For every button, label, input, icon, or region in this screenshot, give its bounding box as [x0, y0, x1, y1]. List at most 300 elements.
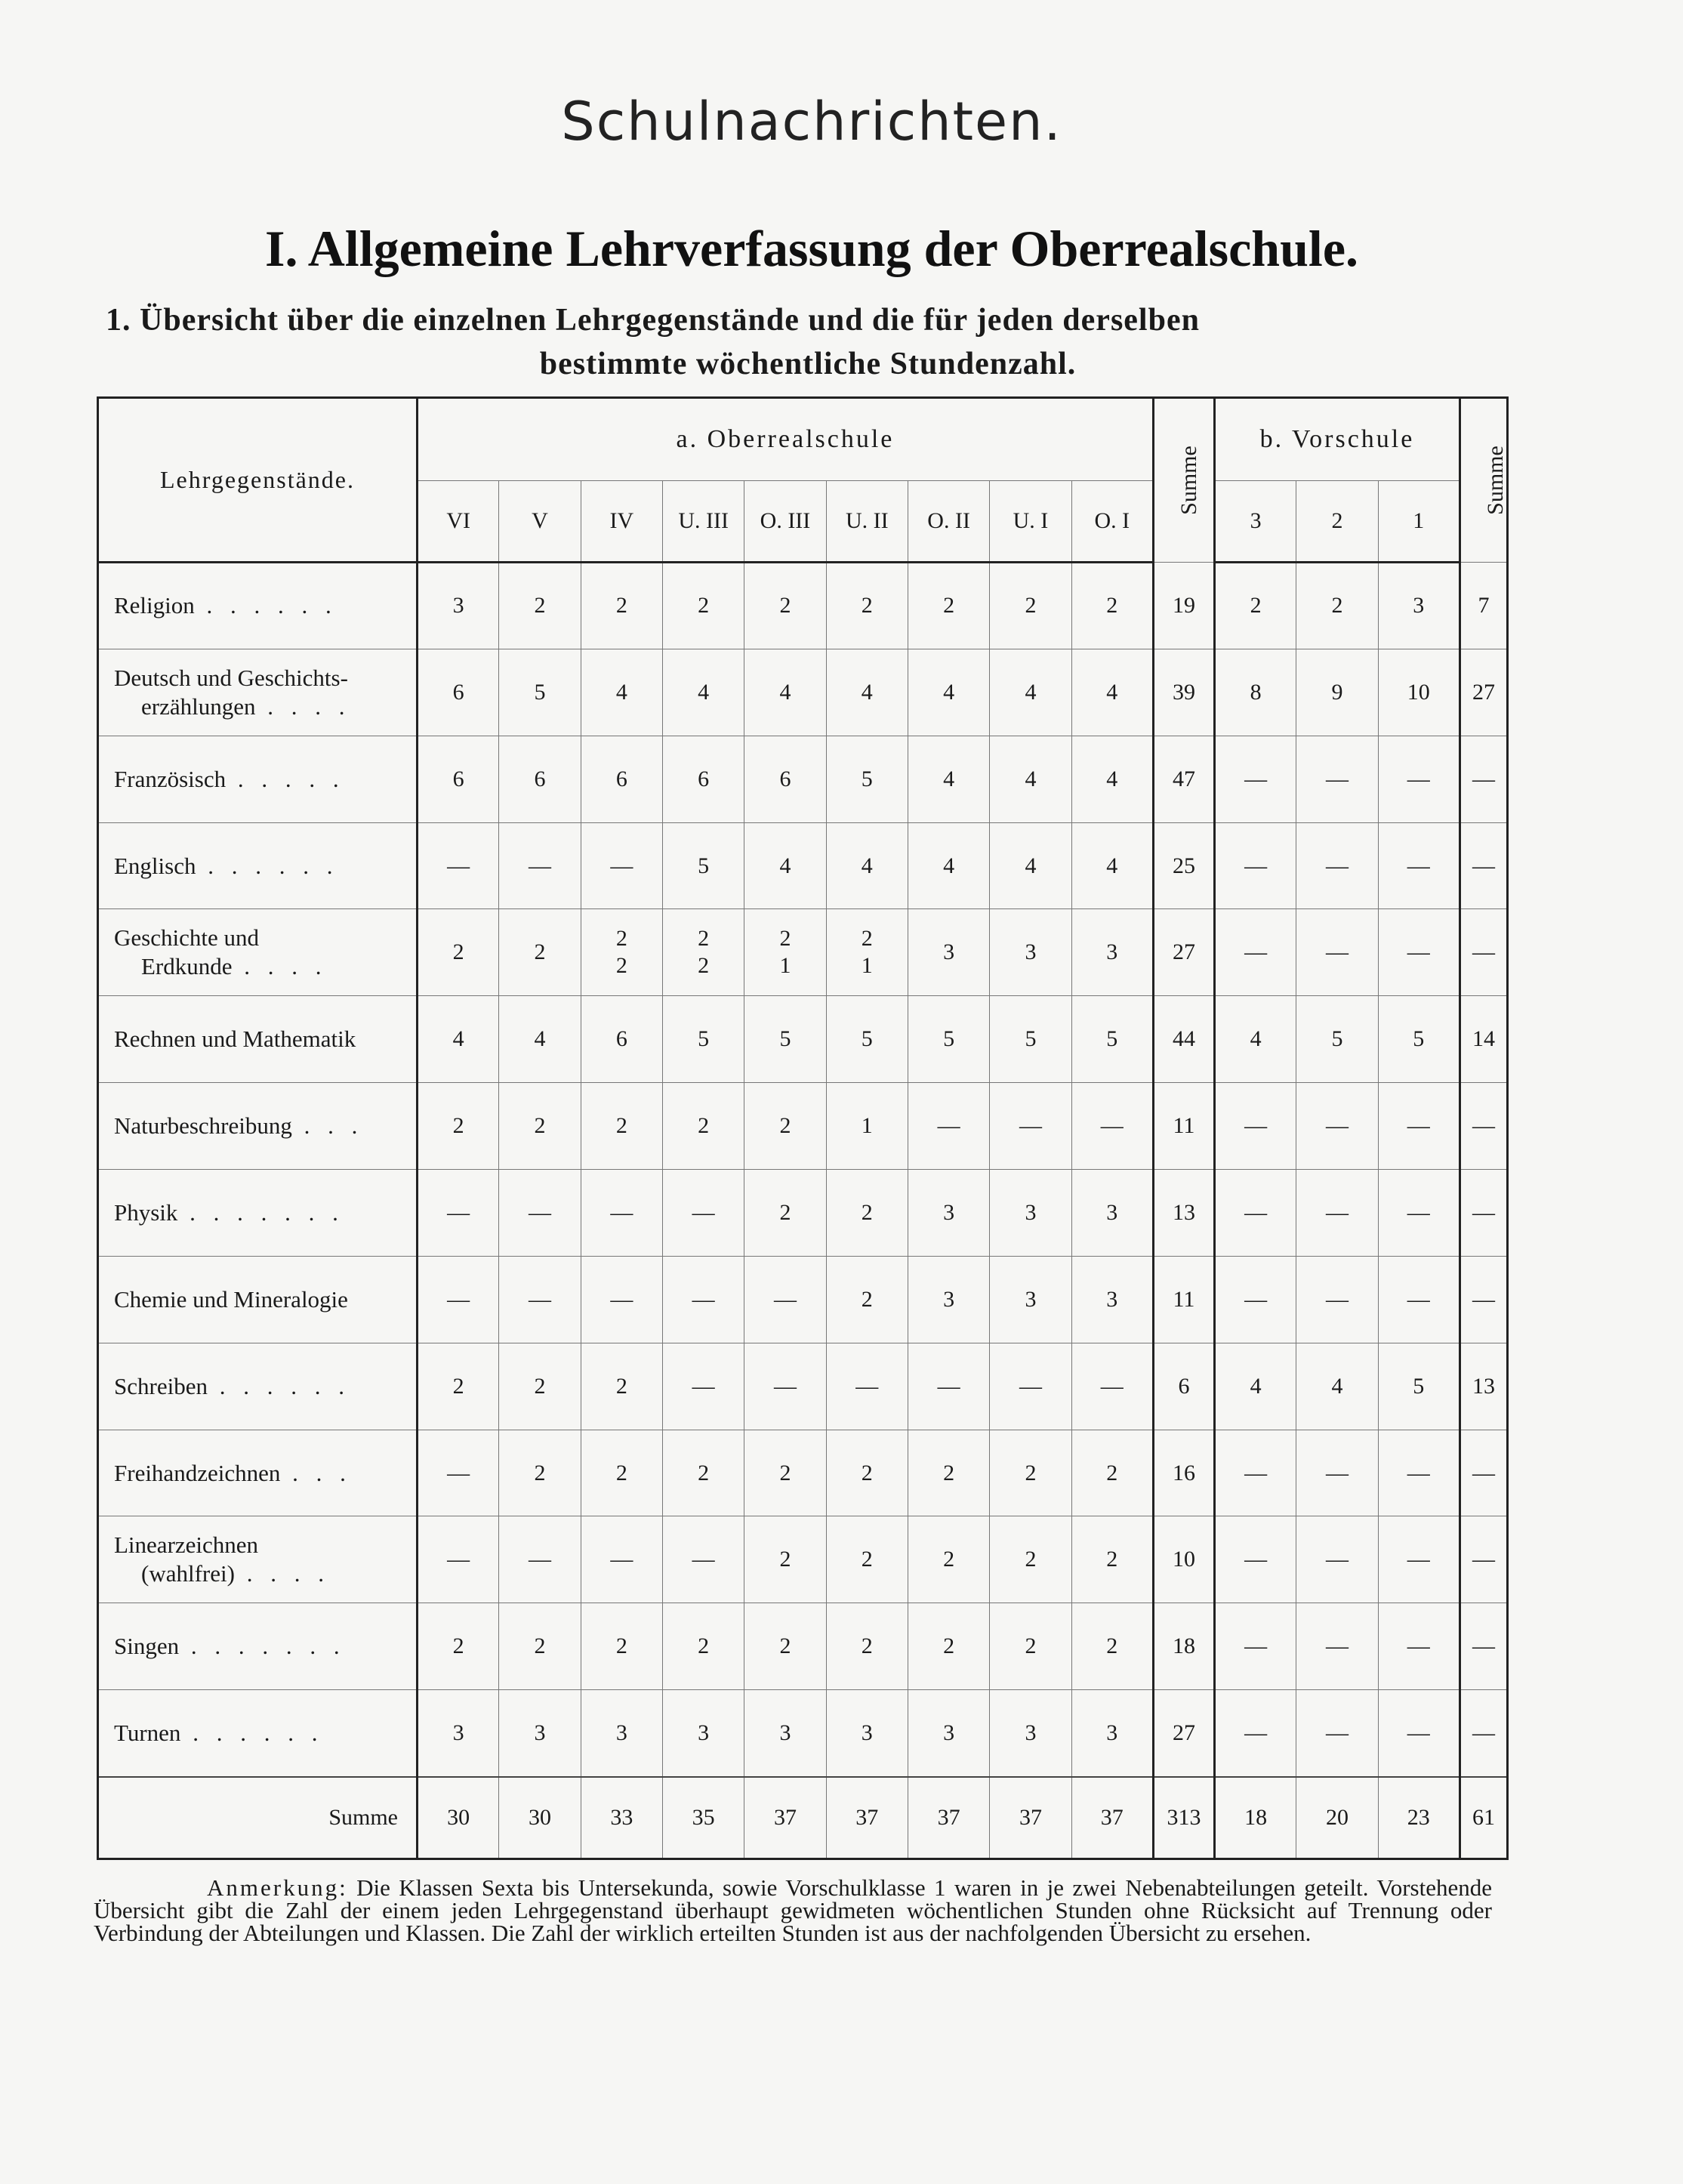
- hours-cell: 2: [1071, 1430, 1153, 1516]
- class-column-header: O. I: [1071, 481, 1153, 563]
- hours-cell: —: [418, 1430, 499, 1516]
- hours-cell: 2: [662, 1603, 744, 1690]
- lesson-table: [97, 396, 1509, 1860]
- subject-name: Religion: [114, 592, 195, 619]
- hours-cell: [581, 909, 662, 996]
- hours-cell: 2: [499, 909, 581, 996]
- vorschule-hours-cell: —: [1296, 1603, 1378, 1690]
- hours-cell: 2: [826, 1430, 908, 1516]
- hours-cell: —: [418, 1256, 499, 1343]
- footnote-label: Anmerkung:: [207, 1874, 348, 1901]
- hours-cell: 2: [581, 1343, 662, 1430]
- subject-cell: [98, 649, 418, 736]
- vorschule-hours-cell: —: [1214, 736, 1296, 822]
- hours-cell: 6: [581, 736, 662, 822]
- split-hours: [616, 925, 627, 979]
- hours-cell: 2: [826, 563, 908, 649]
- hours-cell: —: [581, 822, 662, 909]
- hours-cell: —: [499, 1256, 581, 1343]
- hours-cell: 2: [499, 1430, 581, 1516]
- row-sum-a: 19: [1153, 563, 1214, 649]
- hours-cell: 3: [908, 909, 989, 996]
- hours-cell: —: [990, 1083, 1071, 1170]
- vorschule-hours-cell: —: [1214, 909, 1296, 996]
- grand-sum-b: 61: [1460, 1777, 1508, 1859]
- subject-cell: [98, 1430, 418, 1516]
- class-column-header: O. III: [744, 481, 826, 563]
- grand-sum-a: 313: [1153, 1777, 1214, 1859]
- row-sum-a: 11: [1153, 1256, 1214, 1343]
- vorschule-hours-cell: 4: [1214, 996, 1296, 1083]
- hours-cell: 6: [662, 736, 744, 822]
- hours-cell: 5: [499, 649, 581, 736]
- total-cell: 37: [826, 1777, 908, 1859]
- leader-dots: . . . .: [255, 693, 351, 720]
- hours-cell: 2: [1071, 563, 1153, 649]
- table-row: [98, 822, 1508, 909]
- subject-name: Freihandzeichnen: [114, 1459, 281, 1486]
- vorschule-hours-cell: —: [1378, 1690, 1460, 1777]
- hours-cell: 2: [418, 909, 499, 996]
- hours-cell: 2: [418, 1343, 499, 1430]
- subject-name: Schreiben: [114, 1372, 208, 1399]
- subject-cell: [98, 996, 418, 1083]
- hours-cell: —: [418, 1170, 499, 1257]
- vorschule-hours-cell: —: [1296, 1256, 1378, 1343]
- class-column-header: VI: [418, 481, 499, 563]
- group-a-header: a. Oberrealschule: [418, 398, 1154, 481]
- hours-cell: 3: [908, 1170, 989, 1257]
- leader-dots: . . . . . .: [180, 1719, 324, 1746]
- hours-cell: —: [662, 1170, 744, 1257]
- vorschule-hours-cell: —: [1214, 1256, 1296, 1343]
- vorschule-hours-cell: 8: [1214, 649, 1296, 736]
- hours-cell: 2: [499, 563, 581, 649]
- caption-line-2: bestimmte wöchentliche Stundenzahl.: [539, 347, 1077, 381]
- table-row: [98, 1256, 1508, 1343]
- row-sum-b: —: [1460, 1170, 1508, 1257]
- hours-cell: —: [908, 1083, 989, 1170]
- vorschule-hours-cell: 4: [1214, 1343, 1296, 1430]
- vorschule-hours-cell: —: [1296, 1170, 1378, 1257]
- class-column-header: O. II: [908, 481, 989, 563]
- table-row: [98, 1516, 1508, 1603]
- hours-cell: 5: [662, 996, 744, 1083]
- table-row: [98, 909, 1508, 996]
- hours-cell: 5: [826, 736, 908, 822]
- hours-cell: 3: [418, 563, 499, 649]
- hours-cell: 2: [499, 1083, 581, 1170]
- hours-cell: —: [990, 1343, 1071, 1430]
- group-b-header: b. Vorschule: [1214, 398, 1460, 481]
- vorschule-total-cell: 20: [1296, 1777, 1378, 1859]
- hours-cell: —: [581, 1256, 662, 1343]
- split-hours-value: 2: [861, 926, 873, 952]
- vorschule-column-header: 1: [1378, 481, 1460, 563]
- row-sum-a: 27: [1153, 1690, 1214, 1777]
- page-header: Schulnachrichten.: [561, 91, 1062, 153]
- table-row: [98, 1083, 1508, 1170]
- hours-cell: 6: [581, 996, 662, 1083]
- vorschule-hours-cell: —: [1378, 1083, 1460, 1170]
- total-cell: 37: [744, 1777, 826, 1859]
- split-hours-value: 1: [861, 953, 873, 979]
- hours-cell: 2: [826, 1170, 908, 1257]
- hours-cell: 2: [581, 1430, 662, 1516]
- hours-cell: 5: [908, 996, 989, 1083]
- total-cell: 33: [581, 1777, 662, 1859]
- hours-cell: 5: [744, 996, 826, 1083]
- subject-cell: [98, 563, 418, 649]
- vorschule-hours-cell: 3: [1378, 563, 1460, 649]
- hours-cell: 3: [908, 1256, 989, 1343]
- hours-cell: 2: [744, 1170, 826, 1257]
- subject-cell: [98, 1343, 418, 1430]
- vorschule-hours-cell: —: [1378, 1516, 1460, 1603]
- subject-name: Physik: [114, 1198, 178, 1226]
- hours-cell: —: [499, 1516, 581, 1603]
- vorschule-hours-cell: —: [1296, 736, 1378, 822]
- leader-dots: . . .: [280, 1459, 352, 1486]
- total-label: Summe: [98, 1777, 418, 1859]
- subject-name: Turnen: [114, 1719, 181, 1746]
- hours-cell: 6: [744, 736, 826, 822]
- hours-cell: 4: [908, 649, 989, 736]
- hours-cell: —: [418, 822, 499, 909]
- hours-cell: 2: [418, 1603, 499, 1690]
- hours-cell: 2: [662, 1430, 744, 1516]
- hours-cell: 2: [908, 1603, 989, 1690]
- row-sum-b: —: [1460, 1430, 1508, 1516]
- row-sum-a: 11: [1153, 1083, 1214, 1170]
- hours-cell: 6: [499, 736, 581, 822]
- subject-cell: [98, 1170, 418, 1257]
- leader-dots: . . . .: [232, 953, 328, 980]
- hours-cell: 4: [908, 736, 989, 822]
- subject-name: Französisch: [114, 765, 227, 792]
- hours-cell: 2: [826, 1603, 908, 1690]
- hours-cell: 2: [744, 1430, 826, 1516]
- row-sum-b: —: [1460, 1256, 1508, 1343]
- subject-name-cont: (wahlfrei): [141, 1560, 235, 1587]
- row-sum-a: 25: [1153, 822, 1214, 909]
- vorschule-hours-cell: —: [1296, 909, 1378, 996]
- subject-name-cont: Erdkunde: [141, 953, 233, 980]
- hours-cell: 2: [581, 1603, 662, 1690]
- row-sum-b: —: [1460, 1603, 1508, 1690]
- vorschule-column-header: 2: [1296, 481, 1378, 563]
- hours-cell: —: [499, 1170, 581, 1257]
- leader-dots: . . . . . . .: [177, 1198, 344, 1226]
- total-cell: 35: [662, 1777, 744, 1859]
- leader-dots: . . .: [291, 1112, 364, 1140]
- vorschule-total-cell: 23: [1378, 1777, 1460, 1859]
- hours-cell: [744, 909, 826, 996]
- hours-cell: 2: [826, 1256, 908, 1343]
- section-title: I. Allgemeine Lehrverfassung der Oberrealschule.: [264, 220, 1359, 277]
- vorschule-hours-cell: —: [1296, 1430, 1378, 1516]
- split-hours-value: 2: [615, 926, 627, 952]
- hours-cell: 2: [744, 563, 826, 649]
- vorschule-hours-cell: —: [1378, 736, 1460, 822]
- subject-name: Englisch: [114, 852, 196, 879]
- subject-cell: [98, 736, 418, 822]
- hours-cell: 2: [418, 1083, 499, 1170]
- hours-cell: 3: [1071, 1690, 1153, 1777]
- hours-cell: 2: [581, 1083, 662, 1170]
- hours-cell: 4: [826, 822, 908, 909]
- hours-cell: 1: [826, 1083, 908, 1170]
- total-cell: 30: [418, 1777, 499, 1859]
- subject-name-cont: erzählungen: [141, 693, 256, 720]
- split-hours: [779, 925, 791, 979]
- row-sum-b: —: [1460, 1516, 1508, 1603]
- hours-cell: 3: [581, 1690, 662, 1777]
- row-sum-b: 7: [1460, 563, 1508, 649]
- table-row: [98, 1170, 1508, 1257]
- hours-cell: 5: [1071, 996, 1153, 1083]
- hours-cell: 4: [744, 649, 826, 736]
- hours-cell: 4: [1071, 822, 1153, 909]
- hours-cell: —: [744, 1256, 826, 1343]
- row-sum-a: 44: [1153, 996, 1214, 1083]
- vorschule-column-header: 3: [1214, 481, 1296, 563]
- hours-cell: 2: [1071, 1603, 1153, 1690]
- subject-name: Geschichte und: [114, 924, 259, 952]
- subject-name: Chemie und Mineralogie: [114, 1285, 348, 1313]
- hours-cell: 2: [908, 563, 989, 649]
- hours-cell: 2: [744, 1603, 826, 1690]
- hours-cell: 3: [826, 1690, 908, 1777]
- vorschule-hours-cell: 4: [1296, 1343, 1378, 1430]
- class-column-header: U. I: [990, 481, 1071, 563]
- vorschule-hours-cell: —: [1214, 1516, 1296, 1603]
- vorschule-hours-cell: —: [1214, 1430, 1296, 1516]
- row-sum-a: 10: [1153, 1516, 1214, 1603]
- hours-cell: 3: [990, 1690, 1071, 1777]
- hours-cell: 6: [418, 649, 499, 736]
- hours-cell: 4: [581, 649, 662, 736]
- hours-cell: 2: [581, 563, 662, 649]
- hours-cell: 4: [499, 996, 581, 1083]
- hours-cell: 3: [908, 1690, 989, 1777]
- row-sum-b: —: [1460, 822, 1508, 909]
- class-column-header: V: [499, 481, 581, 563]
- hours-cell: 2: [499, 1343, 581, 1430]
- subject-name: Naturbeschreibung: [114, 1112, 292, 1140]
- hours-cell: 4: [990, 736, 1071, 822]
- hours-cell: 4: [908, 822, 989, 909]
- hours-cell: 2: [744, 1516, 826, 1603]
- vorschule-hours-cell: —: [1214, 1603, 1296, 1690]
- caption-line-1: 1. Übersicht über die einzelnen Lehrgegenstände und die für jeden derselben: [106, 303, 1200, 338]
- hours-cell: 3: [990, 1170, 1071, 1257]
- hours-cell: 2: [990, 1430, 1071, 1516]
- hours-cell: 3: [418, 1690, 499, 1777]
- hours-cell: 3: [990, 1256, 1071, 1343]
- table-row: [98, 1690, 1508, 1777]
- hours-cell: 2: [662, 563, 744, 649]
- vorschule-hours-cell: —: [1378, 909, 1460, 996]
- hours-cell: 4: [1071, 736, 1153, 822]
- hours-cell: —: [1071, 1343, 1153, 1430]
- vorschule-hours-cell: —: [1378, 822, 1460, 909]
- vorschule-hours-cell: —: [1378, 1603, 1460, 1690]
- row-sum-a: 6: [1153, 1343, 1214, 1430]
- vorschule-hours-cell: —: [1214, 1690, 1296, 1777]
- hours-cell: 2: [744, 1083, 826, 1170]
- hours-cell: 3: [662, 1690, 744, 1777]
- vorschule-hours-cell: —: [1214, 1170, 1296, 1257]
- subject-name: Deutsch und Geschichts-: [114, 664, 348, 691]
- hours-cell: 4: [1071, 649, 1153, 736]
- hours-cell: 3: [990, 909, 1071, 996]
- vorschule-hours-cell: 2: [1296, 563, 1378, 649]
- subject-name: Rechnen und Mathematik: [114, 1026, 356, 1053]
- class-column-header: IV: [581, 481, 662, 563]
- total-row: [98, 1777, 1508, 1859]
- row-sum-a: 18: [1153, 1603, 1214, 1690]
- hours-cell: 2: [499, 1603, 581, 1690]
- hours-cell: 3: [1071, 1256, 1153, 1343]
- hours-cell: 4: [990, 822, 1071, 909]
- subject-cell: [98, 1603, 418, 1690]
- sum-a-header: Summe: [1153, 398, 1214, 563]
- leader-dots: . . . . .: [226, 765, 345, 792]
- hours-cell: [826, 909, 908, 996]
- total-cell: 37: [908, 1777, 989, 1859]
- row-sum-a: 47: [1153, 736, 1214, 822]
- subject-cell: [98, 909, 418, 996]
- hours-cell: —: [499, 822, 581, 909]
- total-cell: 37: [1071, 1777, 1153, 1859]
- total-cell: 30: [499, 1777, 581, 1859]
- hours-cell: 3: [1071, 909, 1153, 996]
- subject-cell: [98, 1690, 418, 1777]
- vorschule-hours-cell: —: [1296, 1690, 1378, 1777]
- row-sum-b: —: [1460, 1083, 1508, 1170]
- hours-cell: 5: [662, 822, 744, 909]
- row-sum-b: 14: [1460, 996, 1508, 1083]
- hours-cell: 4: [990, 649, 1071, 736]
- hours-cell: 6: [418, 736, 499, 822]
- hours-cell: —: [662, 1516, 744, 1603]
- hours-cell: 5: [990, 996, 1071, 1083]
- subject-column-header: Lehrgegenstände.: [98, 398, 418, 563]
- hours-cell: —: [826, 1343, 908, 1430]
- hours-cell: —: [744, 1343, 826, 1430]
- hours-cell: 2: [908, 1516, 989, 1603]
- leader-dots: . . . . . . .: [179, 1633, 346, 1660]
- hours-cell: 2: [990, 1516, 1071, 1603]
- lesson-table-wrapper: [97, 396, 1509, 1860]
- table-row: [98, 736, 1508, 822]
- table-row: [98, 1343, 1508, 1430]
- hours-cell: 3: [1071, 1170, 1153, 1257]
- hours-cell: 2: [908, 1430, 989, 1516]
- vorschule-hours-cell: —: [1296, 822, 1378, 909]
- hours-cell: —: [662, 1343, 744, 1430]
- vorschule-hours-cell: —: [1296, 1516, 1378, 1603]
- row-sum-a: 27: [1153, 909, 1214, 996]
- hours-cell: 2: [990, 1603, 1071, 1690]
- leader-dots: . . . .: [234, 1560, 330, 1587]
- row-sum-b: —: [1460, 1690, 1508, 1777]
- table-row: [98, 563, 1508, 649]
- vorschule-hours-cell: 2: [1214, 563, 1296, 649]
- subject-cell: [98, 1083, 418, 1170]
- hours-cell: —: [581, 1516, 662, 1603]
- vorschule-hours-cell: —: [1296, 1083, 1378, 1170]
- vorschule-hours-cell: 5: [1378, 1343, 1460, 1430]
- vorschule-hours-cell: —: [1214, 822, 1296, 909]
- hours-cell: 2: [662, 1083, 744, 1170]
- hours-cell: 5: [826, 996, 908, 1083]
- vorschule-hours-cell: —: [1378, 1256, 1460, 1343]
- split-hours-value: 1: [779, 953, 791, 979]
- row-sum-b: —: [1460, 736, 1508, 822]
- footnote: [94, 1874, 1492, 1946]
- hours-cell: —: [581, 1170, 662, 1257]
- hours-cell: [662, 909, 744, 996]
- class-column-header: U. II: [826, 481, 908, 563]
- split-hours-value: 2: [698, 926, 710, 952]
- vorschule-hours-cell: —: [1378, 1430, 1460, 1516]
- total-cell: 37: [990, 1777, 1071, 1859]
- vorschule-hours-cell: 5: [1378, 996, 1460, 1083]
- vorschule-hours-cell: —: [1214, 1083, 1296, 1170]
- class-column-header: U. III: [662, 481, 744, 563]
- hours-cell: 3: [744, 1690, 826, 1777]
- hours-cell: 4: [418, 996, 499, 1083]
- vorschule-hours-cell: —: [1378, 1170, 1460, 1257]
- footnote-text: Die Klassen Sexta bis Untersekunda, sowie Vorschulklasse 1 waren in je zwei Nebenabteilungen geteilt. Vorstehende Übersicht gibt die Zahl der einem jeden Lehrgegenstand überhaupt gewidmeten wöchentlichen Stunden ohne Rücksicht auf Trennung oder Verbindung der Abteilungen und Klassen. Die Zahl der wirklich erteilten Stunden ist aus der nachfolgenden Übersicht zu ersehen.: [94, 1874, 1492, 1946]
- split-hours: [862, 925, 873, 979]
- table-row: [98, 1430, 1508, 1516]
- vorschule-total-cell: 18: [1214, 1777, 1296, 1859]
- hours-cell: 3: [499, 1690, 581, 1777]
- row-sum-b: 13: [1460, 1343, 1508, 1430]
- vorschule-hours-cell: 9: [1296, 649, 1378, 736]
- vorschule-hours-cell: 10: [1378, 649, 1460, 736]
- hours-cell: —: [418, 1516, 499, 1603]
- subject-name: Singen: [114, 1633, 180, 1660]
- hours-cell: 4: [826, 649, 908, 736]
- hours-cell: 2: [990, 563, 1071, 649]
- table-row: [98, 649, 1508, 736]
- split-hours-value: 2: [698, 953, 710, 979]
- row-sum-b: 27: [1460, 649, 1508, 736]
- leader-dots: . . . . . .: [196, 852, 339, 879]
- sum-b-header: Summe: [1460, 398, 1508, 563]
- row-sum-a: 39: [1153, 649, 1214, 736]
- table-caption: [106, 298, 1510, 386]
- subject-name: Linearzeichnen: [114, 1532, 259, 1559]
- subject-cell: [98, 1516, 418, 1603]
- hours-cell: —: [1071, 1083, 1153, 1170]
- hours-cell: —: [662, 1256, 744, 1343]
- table-row: [98, 996, 1508, 1083]
- hours-cell: 2: [826, 1516, 908, 1603]
- row-sum-a: 13: [1153, 1170, 1214, 1257]
- hours-cell: 4: [662, 649, 744, 736]
- vorschule-hours-cell: 5: [1296, 996, 1378, 1083]
- leader-dots: . . . . . .: [194, 592, 338, 619]
- subject-cell: [98, 822, 418, 909]
- split-hours-value: 2: [779, 926, 791, 952]
- row-sum-b: —: [1460, 909, 1508, 996]
- split-hours-value: 2: [615, 953, 627, 979]
